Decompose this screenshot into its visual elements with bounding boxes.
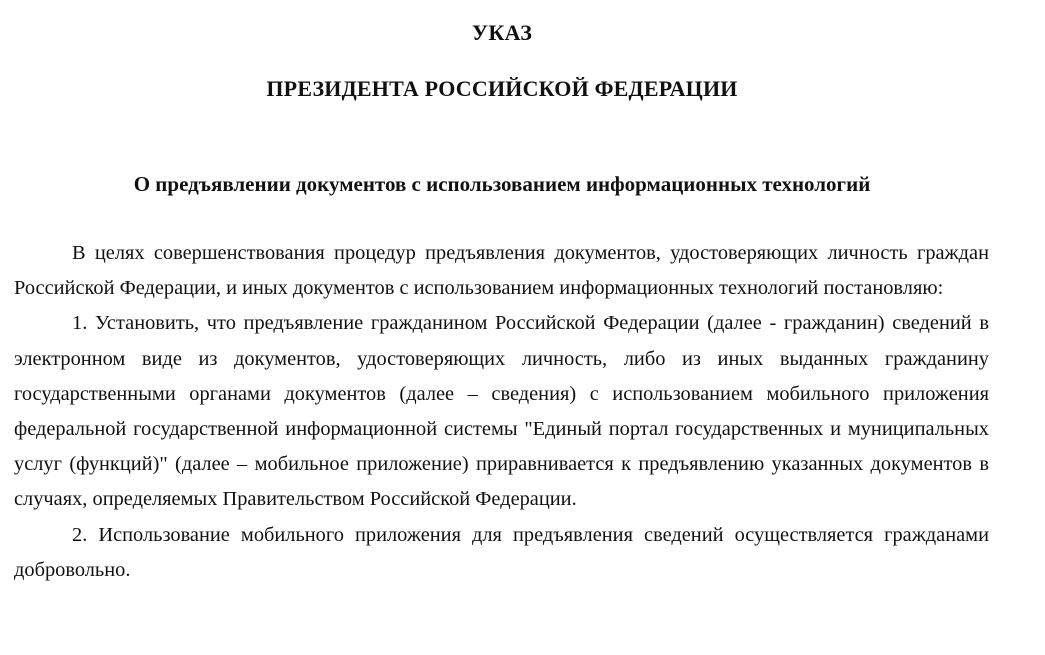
document-body — [14, 236, 989, 588]
decree-heading: УКАЗ — [471, 20, 533, 45]
document-title: О предъявлении документов с использованием информационных технологий — [133, 172, 871, 196]
preamble-paragraph: В целях совершенствования процедур предъявления документов, удостоверяющих личность граждан Российской Федерации, и иных документов с использованием информационных технологий постановляю: — [14, 242, 989, 300]
clause-1-paragraph: 1. Установить, что предъявление гражданином Российской Федерации (далее - гражданин) сведений в электронном виде из документов, удостоверяющих личность, либо из иных выданных гражданину государственными органами документов (далее – сведения) с использованием мобильного приложения федеральной государственной информационной системы "Единый портал государственных и муниципальных услуг (функций)" (далее – мобильное приложение) приравнивается к предъявлению указанных документов в случаях, определяемых Правительством Российской Федерации. — [14, 312, 989, 511]
clause-2-paragraph: 2. Использование мобильного приложения для предъявления сведений осуществляется гражданами добровольно. — [14, 523, 989, 581]
issuer-heading: ПРЕЗИДЕНТА РОССИЙСКОЙ ФЕДЕРАЦИИ — [266, 76, 738, 101]
